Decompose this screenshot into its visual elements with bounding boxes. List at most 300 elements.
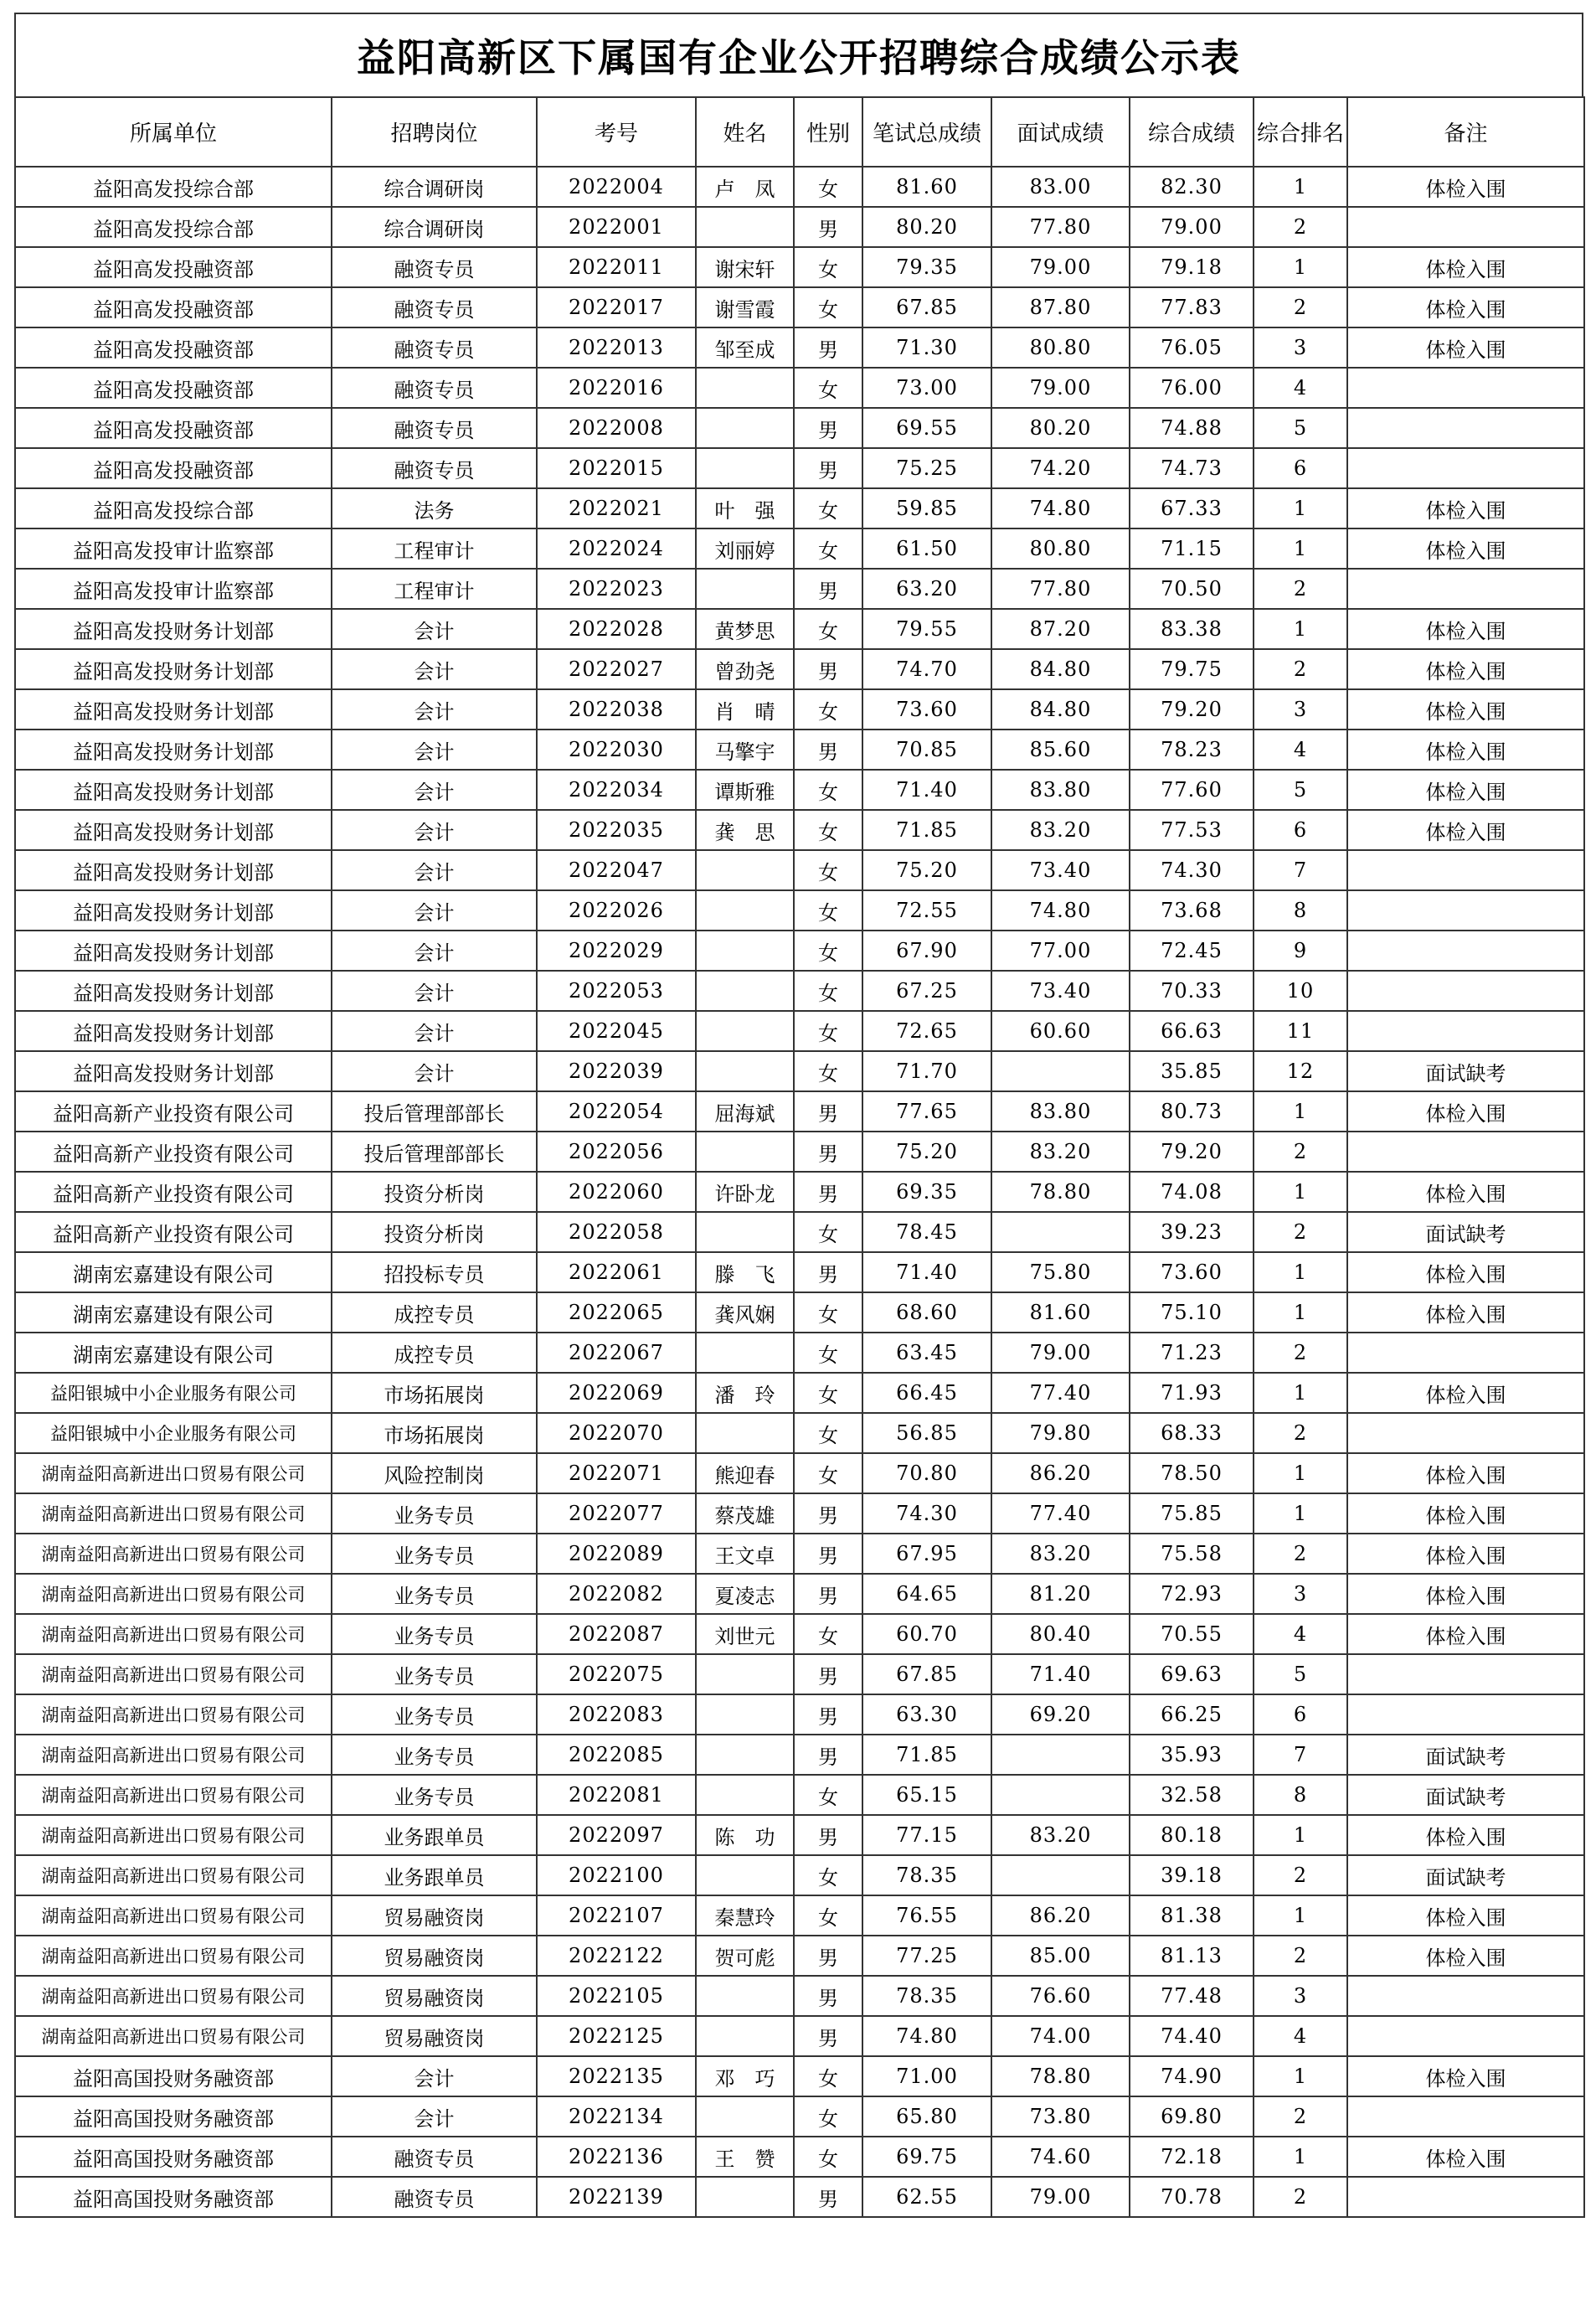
- position-cell: 综合调研岗: [332, 167, 537, 207]
- interview-score-cell: 84.80: [991, 649, 1130, 689]
- table-row: [15, 1614, 1584, 1654]
- remark-cell: [1347, 2177, 1584, 2217]
- gender-cell: 女: [794, 1413, 862, 1453]
- table-row: [15, 1453, 1584, 1493]
- total-score-cell: 70.33: [1130, 971, 1254, 1011]
- rank-cell: 7: [1254, 850, 1347, 890]
- interview-score-cell: 74.00: [991, 2016, 1130, 2056]
- position-cell: 业务专员: [332, 1493, 537, 1534]
- written-score-cell: 77.15: [862, 1815, 991, 1855]
- position-cell: 风险控制岗: [332, 1453, 537, 1493]
- gender-cell: 男: [794, 2177, 862, 2217]
- written-score-cell: 70.85: [862, 730, 991, 770]
- written-score-cell: 69.75: [862, 2137, 991, 2177]
- written-score-cell: 63.30: [862, 1694, 991, 1735]
- interview-score-cell: 78.80: [991, 2056, 1130, 2096]
- table-row: [15, 730, 1584, 770]
- remark-cell: 面试缺考: [1347, 1775, 1584, 1815]
- unit-cell: 湖南益阳高新进出口贸易有限公司: [15, 1493, 332, 1534]
- unit-cell: 湖南益阳高新进出口贸易有限公司: [15, 1534, 332, 1574]
- table-row: [15, 1654, 1584, 1694]
- table-row: [15, 2056, 1584, 2096]
- name-cell: 马擎宇: [696, 730, 794, 770]
- rank-cell: 6: [1254, 1694, 1347, 1735]
- exam-id-cell: 2022028: [537, 609, 696, 649]
- gender-cell: 男: [794, 569, 862, 609]
- rank-cell: 1: [1254, 1493, 1347, 1534]
- table-row: [15, 569, 1584, 609]
- total-score-cell: 79.20: [1130, 689, 1254, 730]
- interview-score-cell: 87.20: [991, 609, 1130, 649]
- exam-id-cell: 2022083: [537, 1694, 696, 1735]
- table-row: [15, 287, 1584, 327]
- total-score-cell: 74.30: [1130, 850, 1254, 890]
- gender-cell: 女: [794, 931, 862, 971]
- exam-id-cell: 2022001: [537, 207, 696, 247]
- rank-cell: 2: [1254, 207, 1347, 247]
- position-cell: 市场拓展岗: [332, 1413, 537, 1453]
- name-cell: [696, 2177, 794, 2217]
- written-score-cell: 71.70: [862, 1051, 991, 1091]
- written-score-cell: 81.60: [862, 167, 991, 207]
- name-cell: 叶 强: [696, 488, 794, 528]
- total-score-cell: 70.50: [1130, 569, 1254, 609]
- table-row: [15, 770, 1584, 810]
- total-score-cell: 39.23: [1130, 1212, 1254, 1252]
- interview-score-cell: [991, 1775, 1130, 1815]
- total-score-cell: 76.05: [1130, 327, 1254, 368]
- rank-cell: 2: [1254, 569, 1347, 609]
- interview-score-cell: [991, 1051, 1130, 1091]
- rank-cell: 2: [1254, 649, 1347, 689]
- remark-cell: 体检入围: [1347, 1895, 1584, 1936]
- name-cell: [696, 1775, 794, 1815]
- rank-cell: 5: [1254, 408, 1347, 448]
- total-score-cell: 79.20: [1130, 1132, 1254, 1172]
- table-row: [15, 1855, 1584, 1895]
- name-cell: [696, 448, 794, 488]
- exam-id-cell: 2022024: [537, 528, 696, 569]
- remark-cell: [1347, 448, 1584, 488]
- exam-id-cell: 2022075: [537, 1654, 696, 1694]
- total-score-cell: 69.63: [1130, 1654, 1254, 1694]
- written-score-cell: 71.85: [862, 810, 991, 850]
- total-score-cell: 69.80: [1130, 2096, 1254, 2137]
- interview-score-cell: 77.80: [991, 569, 1130, 609]
- rank-cell: 2: [1254, 1855, 1347, 1895]
- total-score-cell: 77.53: [1130, 810, 1254, 850]
- exam-id-cell: 2022067: [537, 1333, 696, 1373]
- unit-cell: 湖南宏嘉建设有限公司: [15, 1333, 332, 1373]
- unit-cell: 湖南益阳高新进出口贸易有限公司: [15, 1694, 332, 1735]
- remark-cell: [1347, 1654, 1584, 1694]
- score-table: [14, 96, 1585, 2218]
- written-score-cell: 67.85: [862, 287, 991, 327]
- written-score-cell: 73.60: [862, 689, 991, 730]
- position-cell: 业务专员: [332, 1654, 537, 1694]
- name-cell: [696, 931, 794, 971]
- gender-cell: 男: [794, 1936, 862, 1976]
- remark-cell: 体检入围: [1347, 810, 1584, 850]
- table-row: [15, 2177, 1584, 2217]
- exam-id-cell: 2022134: [537, 2096, 696, 2137]
- gender-cell: 女: [794, 1453, 862, 1493]
- remark-cell: [1347, 1976, 1584, 2016]
- name-cell: 龚 思: [696, 810, 794, 850]
- written-score-cell: 65.15: [862, 1775, 991, 1815]
- remark-cell: 体检入围: [1347, 1614, 1584, 1654]
- rank-cell: 1: [1254, 488, 1347, 528]
- exam-id-cell: 2022122: [537, 1936, 696, 1976]
- table-row: [15, 2016, 1584, 2056]
- gender-cell: 女: [794, 1333, 862, 1373]
- rank-cell: 1: [1254, 2056, 1347, 2096]
- position-cell: 投后管理部部长: [332, 1091, 537, 1132]
- written-score-cell: 67.85: [862, 1654, 991, 1694]
- rank-cell: 4: [1254, 1614, 1347, 1654]
- rank-cell: 4: [1254, 730, 1347, 770]
- exam-id-cell: 2022004: [537, 167, 696, 207]
- unit-cell: 湖南益阳高新进出口贸易有限公司: [15, 2016, 332, 2056]
- unit-cell: 益阳银城中小企业服务有限公司: [15, 1413, 332, 1453]
- written-score-cell: 78.35: [862, 1976, 991, 2016]
- exam-id-cell: 2022016: [537, 368, 696, 408]
- gender-cell: 男: [794, 1493, 862, 1534]
- exam-id-cell: 2022139: [537, 2177, 696, 2217]
- position-cell: 工程审计: [332, 528, 537, 569]
- header-interview-score: 面试成绩: [991, 97, 1130, 167]
- exam-id-cell: 2022045: [537, 1011, 696, 1051]
- position-cell: 业务跟单员: [332, 1815, 537, 1855]
- total-score-cell: 81.38: [1130, 1895, 1254, 1936]
- total-score-cell: 74.08: [1130, 1172, 1254, 1212]
- position-cell: 融资专员: [332, 408, 537, 448]
- gender-cell: 男: [794, 207, 862, 247]
- remark-cell: [1347, 1132, 1584, 1172]
- rank-cell: 1: [1254, 1252, 1347, 1292]
- rank-cell: 5: [1254, 1654, 1347, 1694]
- name-cell: 刘丽婷: [696, 528, 794, 569]
- name-cell: [696, 569, 794, 609]
- unit-cell: 益阳高发投财务计划部: [15, 730, 332, 770]
- unit-cell: 益阳高发投财务计划部: [15, 1051, 332, 1091]
- rank-cell: 6: [1254, 810, 1347, 850]
- exam-id-cell: 2022030: [537, 730, 696, 770]
- interview-score-cell: 83.80: [991, 1091, 1130, 1132]
- interview-score-cell: 77.40: [991, 1373, 1130, 1413]
- unit-cell: 湖南益阳高新进出口贸易有限公司: [15, 1815, 332, 1855]
- table-row: [15, 1212, 1584, 1252]
- interview-score-cell: 74.80: [991, 488, 1130, 528]
- position-cell: 会计: [332, 2096, 537, 2137]
- interview-score-cell: 84.80: [991, 689, 1130, 730]
- exam-id-cell: 2022023: [537, 569, 696, 609]
- table-row: [15, 1373, 1584, 1413]
- gender-cell: 女: [794, 1373, 862, 1413]
- rank-cell: 1: [1254, 528, 1347, 569]
- total-score-cell: 68.33: [1130, 1413, 1254, 1453]
- exam-id-cell: 2022135: [537, 2056, 696, 2096]
- total-score-cell: 67.33: [1130, 488, 1254, 528]
- interview-score-cell: 80.20: [991, 408, 1130, 448]
- position-cell: 业务专员: [332, 1614, 537, 1654]
- written-score-cell: 71.00: [862, 2056, 991, 2096]
- remark-cell: 体检入围: [1347, 609, 1584, 649]
- table-row: [15, 2137, 1584, 2177]
- table-row: [15, 1413, 1584, 1453]
- gender-cell: 女: [794, 609, 862, 649]
- remark-cell: [1347, 368, 1584, 408]
- name-cell: [696, 1011, 794, 1051]
- rank-cell: 1: [1254, 1815, 1347, 1855]
- interview-score-cell: 83.20: [991, 810, 1130, 850]
- rank-cell: 1: [1254, 1172, 1347, 1212]
- remark-cell: 体检入围: [1347, 689, 1584, 730]
- table-row: [15, 207, 1584, 247]
- gender-cell: 男: [794, 730, 862, 770]
- total-score-cell: 74.88: [1130, 408, 1254, 448]
- remark-cell: 体检入围: [1347, 770, 1584, 810]
- remark-cell: 体检入围: [1347, 287, 1584, 327]
- unit-cell: 益阳高新产业投资有限公司: [15, 1091, 332, 1132]
- gender-cell: 女: [794, 488, 862, 528]
- remark-cell: [1347, 1333, 1584, 1373]
- position-cell: 会计: [332, 609, 537, 649]
- position-cell: 业务专员: [332, 1534, 537, 1574]
- name-cell: 王文卓: [696, 1534, 794, 1574]
- remark-cell: [1347, 1413, 1584, 1453]
- total-score-cell: 79.75: [1130, 649, 1254, 689]
- interview-score-cell: 73.40: [991, 971, 1130, 1011]
- written-score-cell: 74.30: [862, 1493, 991, 1534]
- interview-score-cell: 78.80: [991, 1172, 1130, 1212]
- written-score-cell: 59.85: [862, 488, 991, 528]
- remark-cell: 面试缺考: [1347, 1212, 1584, 1252]
- rank-cell: 12: [1254, 1051, 1347, 1091]
- table-row: [15, 1011, 1584, 1051]
- name-cell: 王 赞: [696, 2137, 794, 2177]
- table-row: [15, 1976, 1584, 2016]
- total-score-cell: 70.55: [1130, 1614, 1254, 1654]
- name-cell: [696, 1132, 794, 1172]
- gender-cell: 男: [794, 1132, 862, 1172]
- written-score-cell: 65.80: [862, 2096, 991, 2137]
- position-cell: 会计: [332, 1011, 537, 1051]
- rank-cell: 1: [1254, 609, 1347, 649]
- total-score-cell: 71.15: [1130, 528, 1254, 569]
- written-score-cell: 76.55: [862, 1895, 991, 1936]
- written-score-cell: 67.95: [862, 1534, 991, 1574]
- table-row: [15, 1493, 1584, 1534]
- position-cell: 市场拓展岗: [332, 1373, 537, 1413]
- rank-cell: 2: [1254, 1534, 1347, 1574]
- remark-cell: 体检入围: [1347, 167, 1584, 207]
- interview-score-cell: 74.20: [991, 448, 1130, 488]
- name-cell: [696, 1051, 794, 1091]
- written-score-cell: 68.60: [862, 1292, 991, 1333]
- name-cell: 谢宋轩: [696, 247, 794, 287]
- written-score-cell: 75.20: [862, 1132, 991, 1172]
- position-cell: 会计: [332, 931, 537, 971]
- position-cell: 业务专员: [332, 1694, 537, 1735]
- gender-cell: 男: [794, 1172, 862, 1212]
- position-cell: 融资专员: [332, 2177, 537, 2217]
- remark-cell: 体检入围: [1347, 327, 1584, 368]
- written-score-cell: 74.80: [862, 2016, 991, 2056]
- name-cell: 蔡茂雄: [696, 1493, 794, 1534]
- rank-cell: 3: [1254, 1574, 1347, 1614]
- position-cell: 融资专员: [332, 287, 537, 327]
- total-score-cell: 71.23: [1130, 1333, 1254, 1373]
- table-row: [15, 1172, 1584, 1212]
- gender-cell: 女: [794, 247, 862, 287]
- written-score-cell: 77.25: [862, 1936, 991, 1976]
- unit-cell: 益阳高发投财务计划部: [15, 649, 332, 689]
- gender-cell: 女: [794, 1011, 862, 1051]
- interview-score-cell: 79.00: [991, 247, 1130, 287]
- gender-cell: 女: [794, 2096, 862, 2137]
- exam-id-cell: 2022047: [537, 850, 696, 890]
- table-body: [15, 167, 1584, 2217]
- name-cell: 贺可彪: [696, 1936, 794, 1976]
- gender-cell: 女: [794, 850, 862, 890]
- position-cell: 贸易融资岗: [332, 1936, 537, 1976]
- table-row: [15, 890, 1584, 931]
- position-cell: 会计: [332, 730, 537, 770]
- interview-score-cell: 85.00: [991, 1936, 1130, 1976]
- exam-id-cell: 2022085: [537, 1735, 696, 1775]
- table-row: [15, 247, 1584, 287]
- unit-cell: 益阳高发投融资部: [15, 448, 332, 488]
- written-score-cell: 80.20: [862, 207, 991, 247]
- written-score-cell: 79.55: [862, 609, 991, 649]
- written-score-cell: 72.65: [862, 1011, 991, 1051]
- unit-cell: 益阳高发投融资部: [15, 287, 332, 327]
- rank-cell: 9: [1254, 931, 1347, 971]
- exam-id-cell: 2022054: [537, 1091, 696, 1132]
- gender-cell: 女: [794, 1855, 862, 1895]
- remark-cell: 体检入围: [1347, 1373, 1584, 1413]
- total-score-cell: 73.68: [1130, 890, 1254, 931]
- rank-cell: 2: [1254, 2177, 1347, 2217]
- written-score-cell: 60.70: [862, 1614, 991, 1654]
- position-cell: 法务: [332, 488, 537, 528]
- interview-score-cell: 69.20: [991, 1694, 1130, 1735]
- rank-cell: 1: [1254, 2137, 1347, 2177]
- table-row: [15, 850, 1584, 890]
- unit-cell: 益阳高发投财务计划部: [15, 971, 332, 1011]
- position-cell: 投资分析岗: [332, 1172, 537, 1212]
- unit-cell: 益阳高发投财务计划部: [15, 1011, 332, 1051]
- rank-cell: 5: [1254, 770, 1347, 810]
- rank-cell: 3: [1254, 327, 1347, 368]
- total-score-cell: 76.00: [1130, 368, 1254, 408]
- total-score-cell: 35.93: [1130, 1735, 1254, 1775]
- position-cell: 会计: [332, 1051, 537, 1091]
- written-score-cell: 71.85: [862, 1735, 991, 1775]
- remark-cell: 体检入围: [1347, 730, 1584, 770]
- unit-cell: 湖南益阳高新进出口贸易有限公司: [15, 1654, 332, 1694]
- name-cell: [696, 1855, 794, 1895]
- name-cell: [696, 2016, 794, 2056]
- written-score-cell: 78.45: [862, 1212, 991, 1252]
- unit-cell: 益阳高发投融资部: [15, 368, 332, 408]
- total-score-cell: 75.85: [1130, 1493, 1254, 1534]
- exam-id-cell: 2022061: [537, 1252, 696, 1292]
- table-row: [15, 1895, 1584, 1936]
- rank-cell: 8: [1254, 890, 1347, 931]
- written-score-cell: 67.25: [862, 971, 991, 1011]
- unit-cell: 益阳高发投综合部: [15, 207, 332, 247]
- unit-cell: 益阳高新产业投资有限公司: [15, 1172, 332, 1212]
- gender-cell: 男: [794, 1534, 862, 1574]
- name-cell: 肖 晴: [696, 689, 794, 730]
- unit-cell: 益阳高国投财务融资部: [15, 2137, 332, 2177]
- exam-id-cell: 2022069: [537, 1373, 696, 1413]
- gender-cell: 女: [794, 368, 862, 408]
- interview-score-cell: 85.60: [991, 730, 1130, 770]
- remark-cell: [1347, 1694, 1584, 1735]
- unit-cell: 湖南益阳高新进出口贸易有限公司: [15, 1453, 332, 1493]
- page-title: 益阳高新区下属国有企业公开招聘综合成绩公示表: [14, 13, 1583, 96]
- unit-cell: 益阳高国投财务融资部: [15, 2177, 332, 2217]
- rank-cell: 2: [1254, 1333, 1347, 1373]
- total-score-cell: 80.18: [1130, 1815, 1254, 1855]
- unit-cell: 湖南益阳高新进出口贸易有限公司: [15, 1735, 332, 1775]
- exam-id-cell: 2022034: [537, 770, 696, 810]
- gender-cell: 女: [794, 1292, 862, 1333]
- written-score-cell: 75.25: [862, 448, 991, 488]
- gender-cell: 女: [794, 2137, 862, 2177]
- table-row: [15, 448, 1584, 488]
- name-cell: [696, 1976, 794, 2016]
- rank-cell: 1: [1254, 1091, 1347, 1132]
- position-cell: 投资分析岗: [332, 1212, 537, 1252]
- gender-cell: 男: [794, 2016, 862, 2056]
- written-score-cell: 63.45: [862, 1333, 991, 1373]
- position-cell: 会计: [332, 890, 537, 931]
- interview-score-cell: 83.80: [991, 770, 1130, 810]
- total-score-cell: 74.73: [1130, 448, 1254, 488]
- remark-cell: 体检入围: [1347, 1493, 1584, 1534]
- exam-id-cell: 2022089: [537, 1534, 696, 1574]
- rank-cell: 2: [1254, 1212, 1347, 1252]
- total-score-cell: 74.40: [1130, 2016, 1254, 2056]
- exam-id-cell: 2022035: [537, 810, 696, 850]
- exam-id-cell: 2022087: [537, 1614, 696, 1654]
- interview-score-cell: 74.60: [991, 2137, 1130, 2177]
- interview-score-cell: 71.40: [991, 1654, 1130, 1694]
- remark-cell: [1347, 890, 1584, 931]
- gender-cell: 男: [794, 1654, 862, 1694]
- remark-cell: 体检入围: [1347, 1453, 1584, 1493]
- gender-cell: 男: [794, 1815, 862, 1855]
- remark-cell: [1347, 207, 1584, 247]
- rank-cell: 2: [1254, 1413, 1347, 1453]
- unit-cell: 益阳银城中小企业服务有限公司: [15, 1373, 332, 1413]
- unit-cell: 益阳高发投财务计划部: [15, 890, 332, 931]
- position-cell: 贸易融资岗: [332, 1895, 537, 1936]
- written-score-cell: 71.30: [862, 327, 991, 368]
- unit-cell: 益阳高发投综合部: [15, 167, 332, 207]
- interview-score-cell: 81.60: [991, 1292, 1130, 1333]
- interview-score-cell: 73.80: [991, 2096, 1130, 2137]
- position-cell: 融资专员: [332, 448, 537, 488]
- interview-score-cell: 79.00: [991, 368, 1130, 408]
- written-score-cell: 71.40: [862, 1252, 991, 1292]
- exam-id-cell: 2022039: [537, 1051, 696, 1091]
- interview-score-cell: 80.40: [991, 1614, 1130, 1654]
